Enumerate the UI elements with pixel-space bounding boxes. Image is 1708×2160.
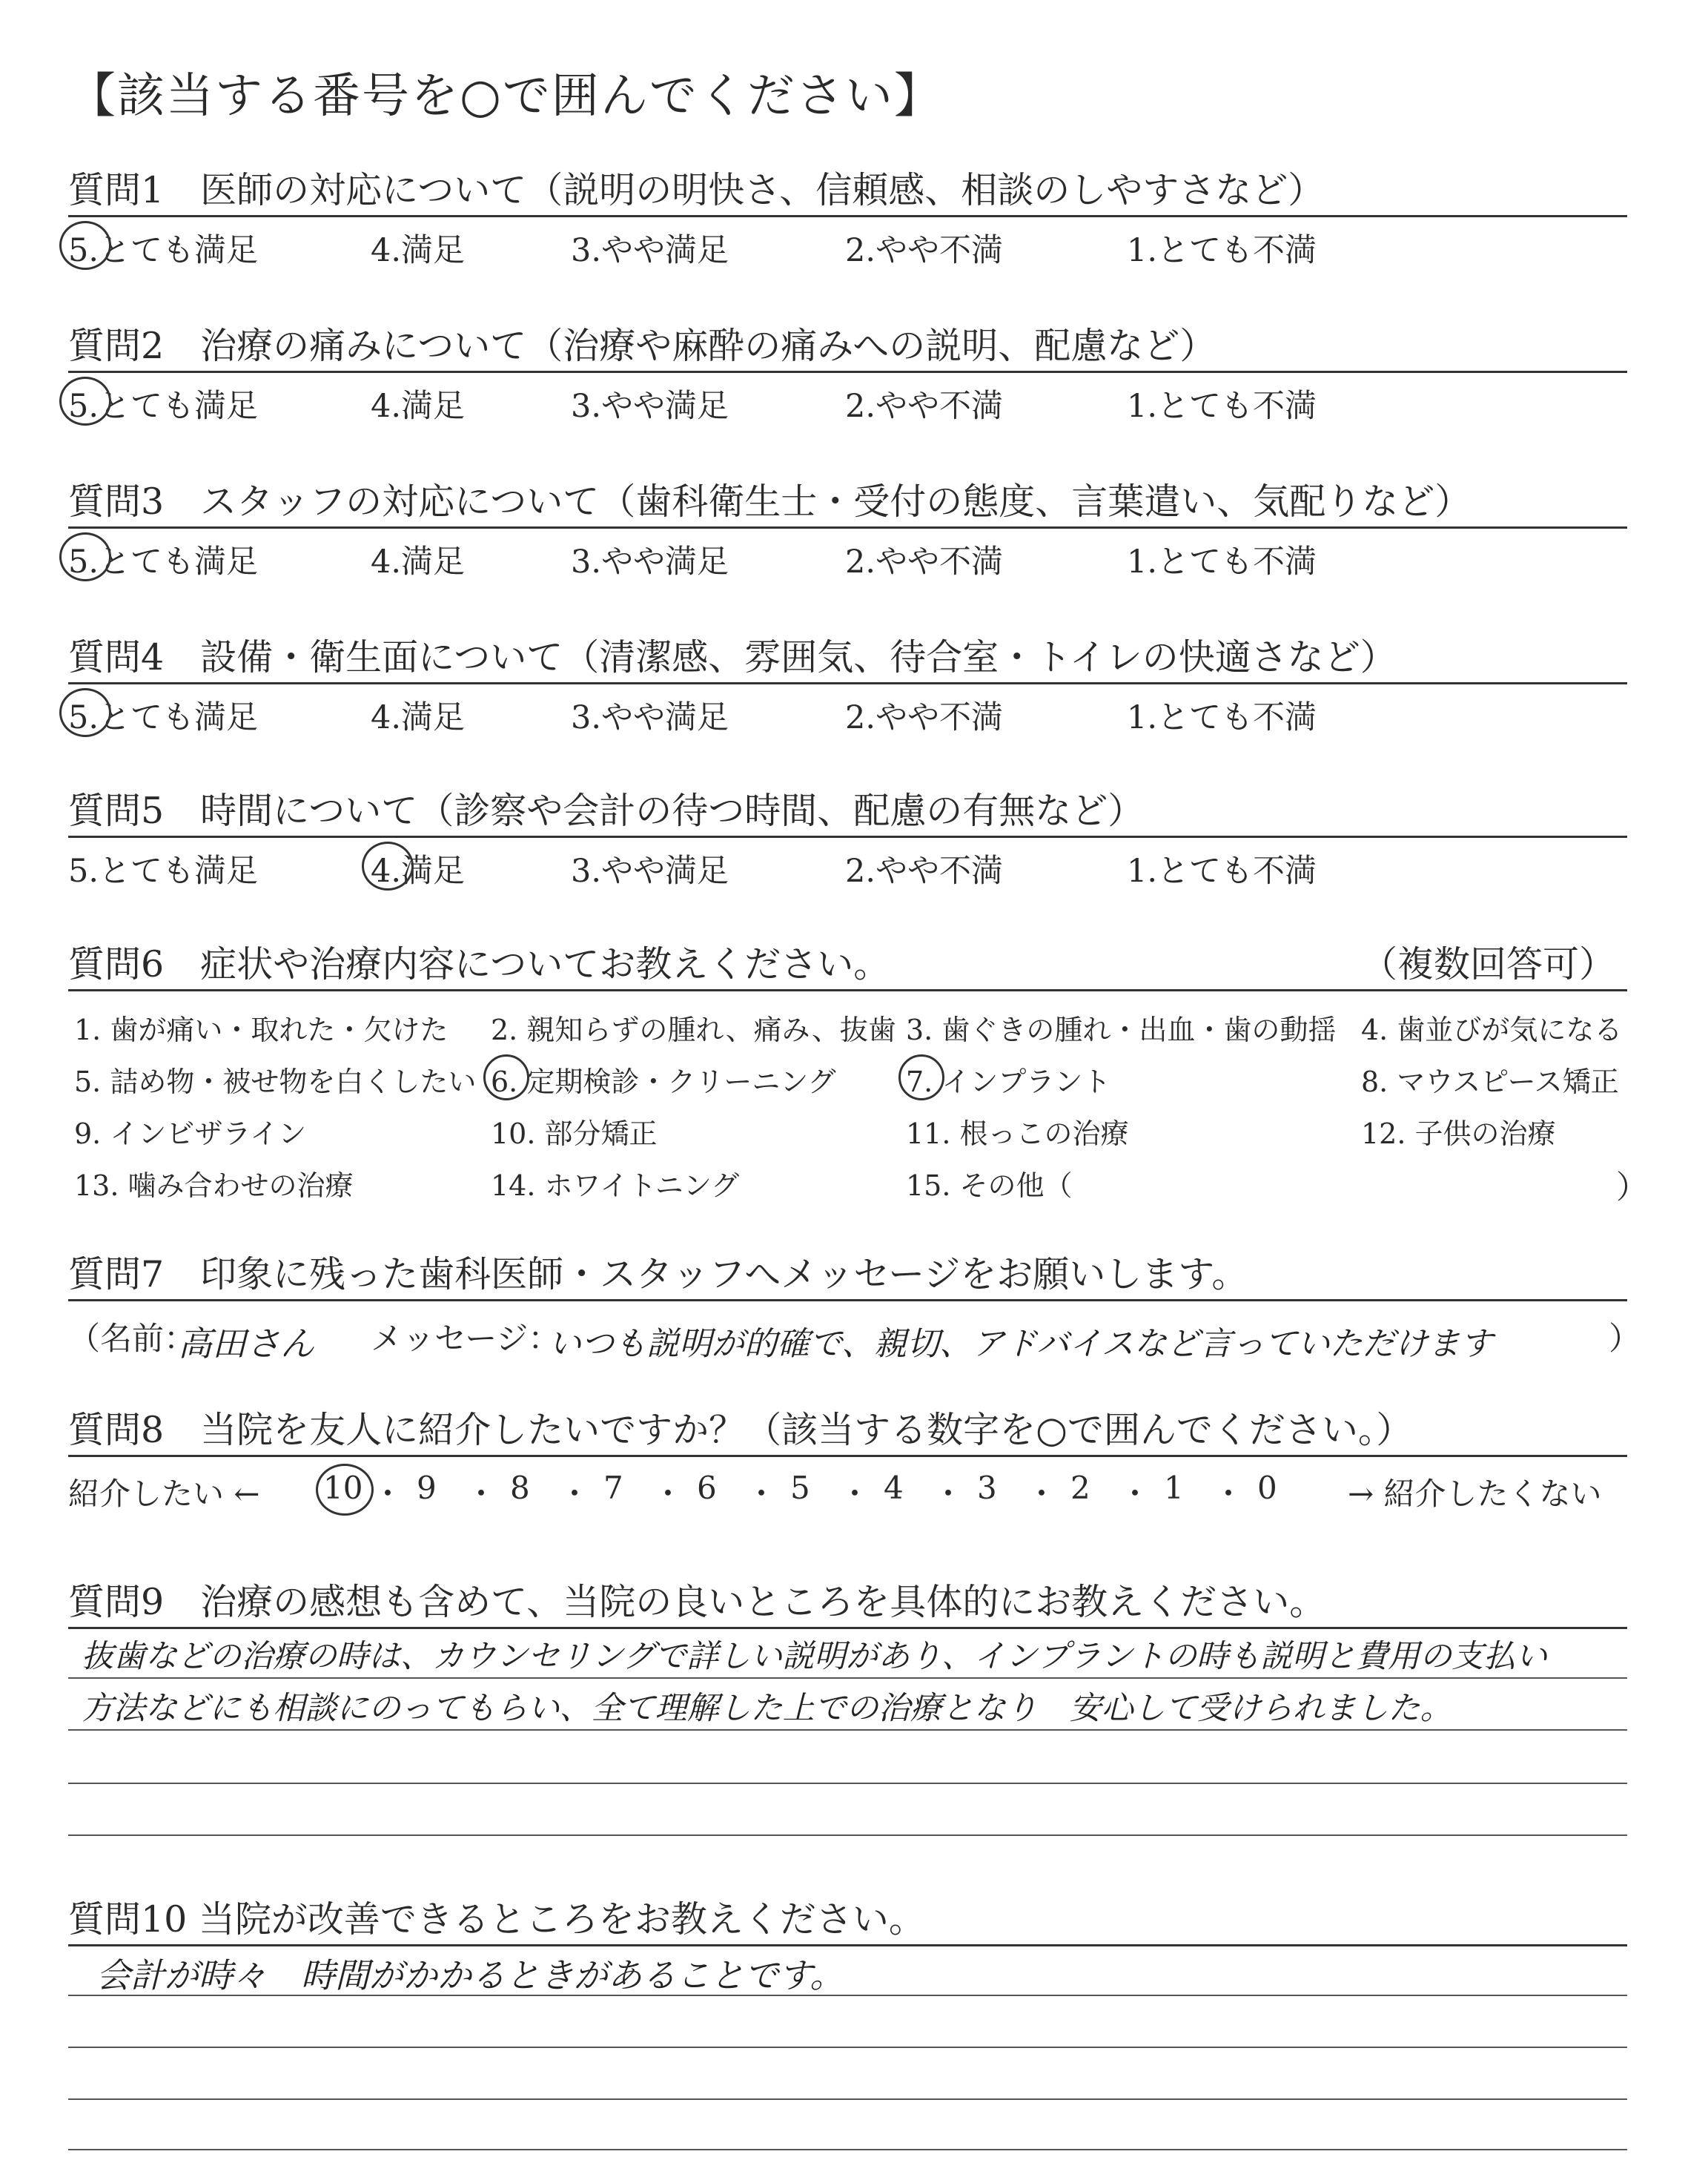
q5-rule: [68, 836, 1627, 838]
q7-name-label: （名前：: [68, 1321, 196, 1358]
q6-option-6[interactable]: 6. 定期検診・クリーニング: [491, 1066, 836, 1098]
q5-option-1[interactable]: 1.とても不満: [1127, 853, 1317, 890]
page-header: 【該当する番号を○で囲んでください】: [68, 69, 943, 124]
q6-close-paren: ）: [1616, 1169, 1648, 1206]
q6-option-15[interactable]: 15. その他（: [906, 1169, 1073, 1202]
q6-option-4[interactable]: 4. 歯並びが気になる: [1361, 1014, 1623, 1046]
q4-option-4[interactable]: 4.満足: [371, 699, 466, 736]
q1-option-4[interactable]: 4.満足: [371, 232, 466, 269]
q6-option-2[interactable]: 2. 親知らずの腫れ、痛み、抜歯: [491, 1014, 896, 1046]
q5-option-5[interactable]: 5.とても満足: [68, 853, 259, 890]
q7-rule: [68, 1299, 1627, 1301]
q8-scale-separator: ・: [466, 1476, 497, 1512]
q6-title: 質問6 症状や治療内容についてお教えください。: [68, 943, 890, 985]
q5-option-3[interactable]: 3.やや満足: [571, 853, 729, 890]
q10-title: 質問10 当院が改善できるところをお教えください。: [68, 1898, 925, 1941]
q9-line: [68, 1677, 1627, 1679]
q3-option-3[interactable]: 3.やや満足: [571, 544, 729, 581]
q8-scale-3[interactable]: 3: [977, 1470, 997, 1506]
q8-scale-separator: ・: [1119, 1476, 1151, 1512]
q2-title: 質問2 治療の痛みについて（治療や麻酔の痛みへの説明、配慮など）: [68, 325, 1217, 367]
q4-rule: [68, 682, 1627, 684]
q1-title: 質問1 医師の対応について（説明の明快さ、信頼感、相談のしやすさなど）: [68, 169, 1325, 211]
q6-rule: [68, 989, 1627, 991]
q8-scale-9[interactable]: 9: [417, 1470, 437, 1506]
q3-option-1[interactable]: 1.とても不満: [1127, 544, 1317, 581]
q7-message-label: メッセージ：: [371, 1321, 560, 1358]
q8-scale-10[interactable]: 10: [323, 1470, 363, 1506]
q9-title: 質問9 治療の感想も含めて、当院の良いところを具体的にお教えください。: [68, 1581, 1326, 1623]
q10-line: [68, 2047, 1627, 2048]
q8-left-label: 紹介したい ←: [68, 1476, 260, 1512]
q8-scale-2[interactable]: 2: [1070, 1470, 1090, 1506]
q4-title: 質問4 設備・衛生面について（清潔感、雰囲気、待合室・トイレの快適さなど）: [68, 636, 1397, 678]
q9-rule: [68, 1627, 1627, 1629]
q2-option-2[interactable]: 2.やや不満: [845, 388, 1004, 425]
q2-option-5[interactable]: 5.とても満足: [68, 388, 259, 425]
q5-title: 質問5 時間について（診察や会計の待つ時間、配慮の有無など）: [68, 790, 1145, 832]
q4-selection-circle: [59, 688, 111, 737]
q8-right-label: → 紹介したくない: [1348, 1476, 1602, 1512]
q8-scale-1[interactable]: 1: [1164, 1470, 1184, 1506]
q8-scale-0[interactable]: 0: [1257, 1470, 1277, 1506]
q6-option-9[interactable]: 9. インビザライン: [74, 1117, 307, 1150]
q1-option-2[interactable]: 2.やや不満: [845, 232, 1004, 269]
q2-option-4[interactable]: 4.満足: [371, 388, 466, 425]
q1-option-1[interactable]: 1.とても不満: [1127, 232, 1317, 269]
q7-message-value[interactable]: いつも説明が的確で、親切、アドバイスなど言っていただけます: [549, 1325, 1493, 1363]
q8-selection-circle: [316, 1464, 374, 1516]
q6-option-7[interactable]: 7. インプラント: [906, 1066, 1111, 1098]
q8-scale-separator: ・: [559, 1476, 591, 1512]
q8-scale-4[interactable]: 4: [884, 1470, 904, 1506]
q6-option-13[interactable]: 13. 噛み合わせの治療: [74, 1169, 354, 1202]
q2-rule: [68, 371, 1627, 373]
q8-scale-8[interactable]: 8: [510, 1470, 530, 1506]
q8-scale-separator: ・: [1213, 1476, 1245, 1512]
q6-note: （複数回答可）: [1361, 943, 1616, 985]
q6-selection-circle: [483, 1054, 529, 1100]
q8-rule: [68, 1455, 1627, 1457]
q6-option-11[interactable]: 11. 根っこの治療: [906, 1117, 1129, 1150]
q8-scale-7[interactable]: 7: [603, 1470, 623, 1506]
q3-rule: [68, 526, 1627, 529]
q7-title: 質問7 印象に残った歯科医師・スタッフへメッセージをお願いします。: [68, 1253, 1248, 1295]
q1-rule: [68, 215, 1627, 217]
q4-option-1[interactable]: 1.とても不満: [1127, 699, 1317, 736]
q3-title: 質問3 スタッフの対応について（歯科衛生士・受付の態度、言葉遣い、気配りなど）: [68, 480, 1472, 523]
q10-line: [68, 2149, 1627, 2150]
q8-scale-separator: ・: [652, 1476, 684, 1512]
q8-scale-separator: ・: [839, 1476, 871, 1512]
q9-line: [68, 1783, 1627, 1784]
q6-option-8[interactable]: 8. マウスピース矯正: [1361, 1066, 1619, 1098]
q1-option-5[interactable]: 5.とても満足: [68, 232, 259, 269]
q8-scale-6[interactable]: 6: [697, 1470, 717, 1506]
q8-scale-separator: ・: [933, 1476, 964, 1512]
q6-option-3[interactable]: 3. 歯ぐきの腫れ・出血・歯の動揺: [906, 1014, 1337, 1046]
q1-option-3[interactable]: 3.やや満足: [571, 232, 729, 269]
q6-option-5[interactable]: 5. 詰め物・被せ物を白くしたい: [74, 1066, 477, 1098]
q6-option-1[interactable]: 1. 歯が痛い・取れた・欠けた: [74, 1014, 448, 1046]
q7-name-value[interactable]: 高田さん: [178, 1324, 314, 1364]
q10-rule: [68, 1944, 1627, 1946]
q9-answer-line[interactable]: 方法などにも相談にのってもらい、全て理解した上での治療となり 安心して受けられました。: [82, 1690, 1452, 1727]
q5-selection-circle: [362, 842, 414, 891]
q8-title: 質問8 当院を友人に紹介したいですか？（該当する数字を○で囲んでください。）: [68, 1409, 1413, 1451]
q5-option-4[interactable]: 4.満足: [371, 853, 466, 890]
q4-option-3[interactable]: 3.やや満足: [571, 699, 729, 736]
q9-line: [68, 1834, 1627, 1836]
q8-scale-separator: ・: [1026, 1476, 1058, 1512]
q2-option-1[interactable]: 1.とても不満: [1127, 388, 1317, 425]
q10-line: [68, 2098, 1627, 2100]
q1-selection-circle: [59, 221, 111, 270]
q3-option-5[interactable]: 5.とても満足: [68, 544, 259, 581]
q2-option-3[interactable]: 3.やや満足: [571, 388, 729, 425]
q6-option-10[interactable]: 10. 部分矯正: [491, 1117, 658, 1150]
q5-option-2[interactable]: 2.やや不満: [845, 853, 1004, 890]
q3-option-4[interactable]: 4.満足: [371, 544, 466, 581]
q8-scale-separator: ・: [372, 1476, 404, 1512]
q6-option-12[interactable]: 12. 子供の治療: [1361, 1117, 1556, 1150]
q9-answer-line[interactable]: 抜歯などの治療の時は、カウンセリングで詳しい説明があり、インプラントの時も説明と費用の支払い: [82, 1638, 1548, 1675]
q3-option-2[interactable]: 2.やや不満: [845, 544, 1004, 581]
q6-selection-circle: [898, 1054, 944, 1100]
q4-option-2[interactable]: 2.やや不満: [845, 699, 1004, 736]
q6-option-14[interactable]: 14. ホワイトニング: [491, 1169, 740, 1202]
q3-selection-circle: [59, 532, 111, 581]
q8-scale-5[interactable]: 5: [790, 1470, 810, 1506]
q7-close-paren: ）: [1609, 1321, 1641, 1358]
q8-scale-separator: ・: [746, 1476, 778, 1512]
q10-answer-line[interactable]: 会計が時々 時間がかかるときがあることです。: [96, 1955, 844, 1995]
q2-selection-circle: [59, 377, 111, 426]
q9-line: [68, 1729, 1627, 1731]
q4-option-5[interactable]: 5.とても満足: [68, 699, 259, 736]
